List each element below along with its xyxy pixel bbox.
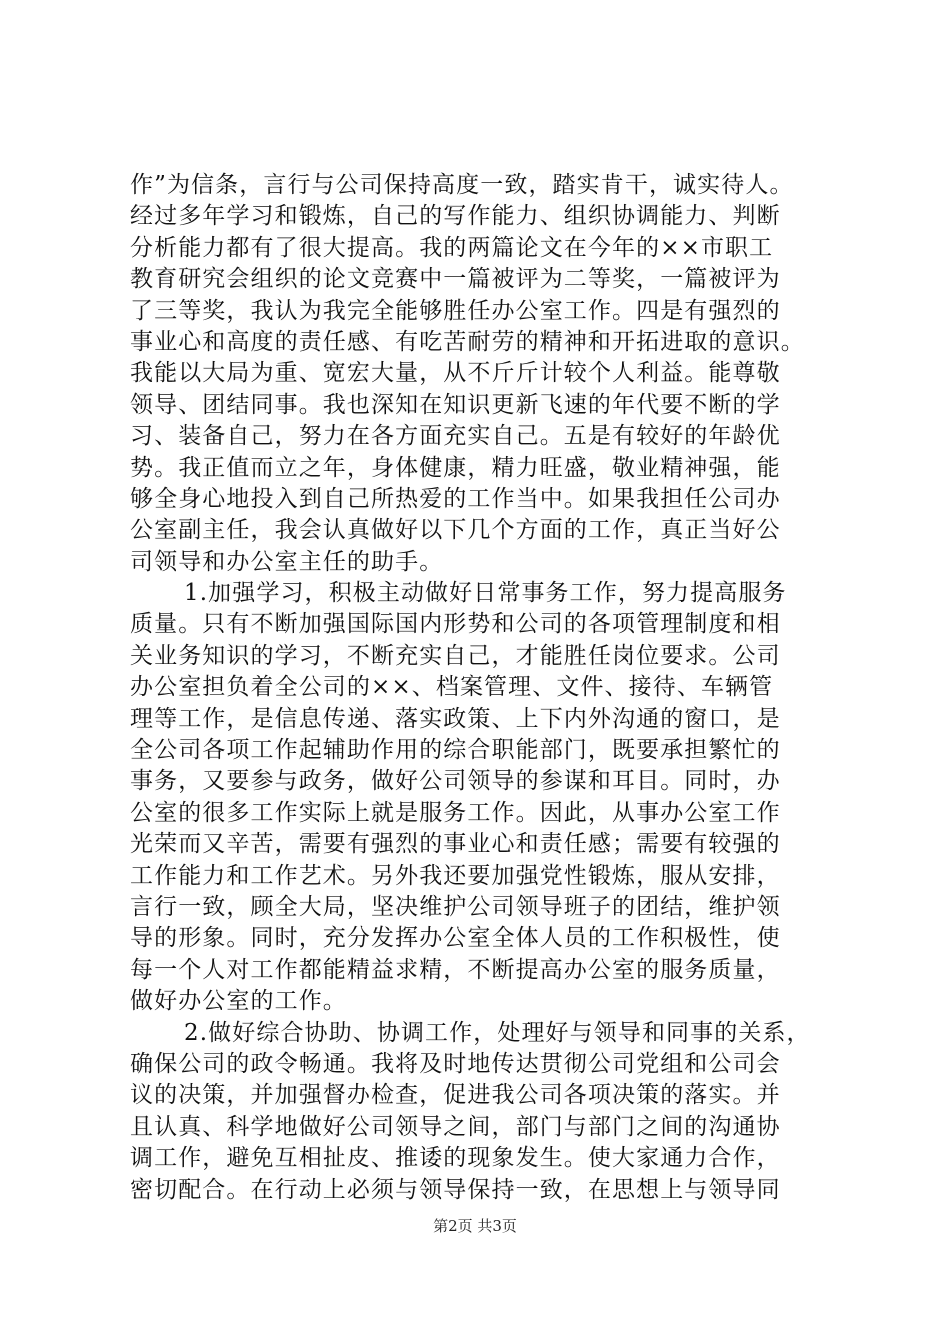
text-line: 我能以大局为重、宽宏大量，从不斤斤计较个人利益。能尊敬 [130, 360, 781, 387]
text-line: 每一个人对工作都能精益求精，不断提高办公室的服务质量， [130, 956, 781, 983]
text-line: 议的决策，并加强督办检查，促进我公司各项决策的落实。并 [130, 1082, 781, 1109]
text-line: 司领导和办公室主任的助手。 [130, 548, 444, 575]
text-line: 导的形象。同时，充分发挥办公室全体人员的工作积极性，使 [130, 925, 781, 952]
text-line: 办公室担负着全公司的××、档案管理、文件、接待、车辆管 [130, 674, 774, 701]
text-line: 公室的很多工作实际上就是服务工作。因此，从事办公室工作 [130, 799, 781, 826]
text-line: 够全身心地投入到自己所热爱的工作当中。如果我担任公司办 [130, 485, 781, 512]
text-line: 密切配合。在行动上必须与领导保持一致，在思想上与领导同 [130, 1176, 781, 1203]
text-line: 做好办公室的工作。 [130, 988, 347, 1015]
text-line: 作”为信条，言行与公司保持高度一致，踏实肯干，诚实待人。 [130, 172, 794, 198]
text-line: 经过多年学习和锻炼，自己的写作能力、组织协调能力、判断 [130, 203, 781, 230]
page-footer: 第2页 共3页 [433, 1217, 517, 1235]
text-line: 分析能力都有了很大提高。我的两篇论文在今年的××市职工 [130, 234, 774, 261]
text-line: 光荣而又辛苦，需要有强烈的事业心和责任感；需要有较强的 [130, 831, 781, 858]
text-line: 事务，又要参与政务，做好公司领导的参谋和耳目。同时，办 [130, 768, 781, 795]
text-line: 工作能力和工作艺术。另外我还要加强党性锻炼，服从安排， [130, 862, 781, 889]
text-line: 质量。只有不断加强国际国内形势和公司的各项管理制度和相 [130, 611, 781, 638]
text-line: 1.加强学习，积极主动做好日常事务工作，努力提高服务 [184, 580, 787, 607]
text-line: 关业务知识的学习，不断充实自己，才能胜任岗位要求。公司 [130, 642, 781, 669]
document-body [130, 170, 830, 1206]
text-line: 理等工作，是信息传递、落实政策、上下内外沟通的窗口，是 [130, 705, 781, 732]
text-line: 调工作，避免互相扯皮、推诿的现象发生。使大家通力合作， [130, 1145, 781, 1172]
text-line: 习、装备自己，努力在各方面充实自己。五是有较好的年龄优 [130, 423, 781, 450]
text-line: 2.做好综合协助、协调工作，处理好与领导和同事的关系， [184, 1019, 811, 1046]
text-line: 确保公司的政令畅通。我将及时地传达贯彻公司党组和公司会 [130, 1050, 781, 1077]
text-line: 公室副主任，我会认真做好以下几个方面的工作，真正当好公 [130, 517, 781, 544]
text-line: 且认真、科学地做好公司领导之间，部门与部门之间的沟通协 [130, 1113, 781, 1140]
text-line: 教育研究会组织的论文竞赛中一篇被评为二等奖，一篇被评为 [130, 266, 781, 293]
text-line: 言行一致，顾全大局，坚决维护公司领导班子的团结，维护领 [130, 893, 781, 920]
text-line: 领导、团结同事。我也深知在知识更新飞速的年代要不断的学 [130, 391, 781, 418]
text-line: 势。我正值而立之年，身体健康，精力旺盛，敬业精神强，能 [130, 454, 781, 481]
text-line: 了三等奖，我认为我完全能够胜任办公室工作。四是有强烈的 [130, 297, 781, 324]
text-line: 事业心和高度的责任感、有吃苦耐劳的精神和开拓进取的意识。 [130, 328, 805, 355]
text-line: 全公司各项工作起辅助作用的综合职能部门，既要承担繁忙的 [130, 737, 781, 764]
